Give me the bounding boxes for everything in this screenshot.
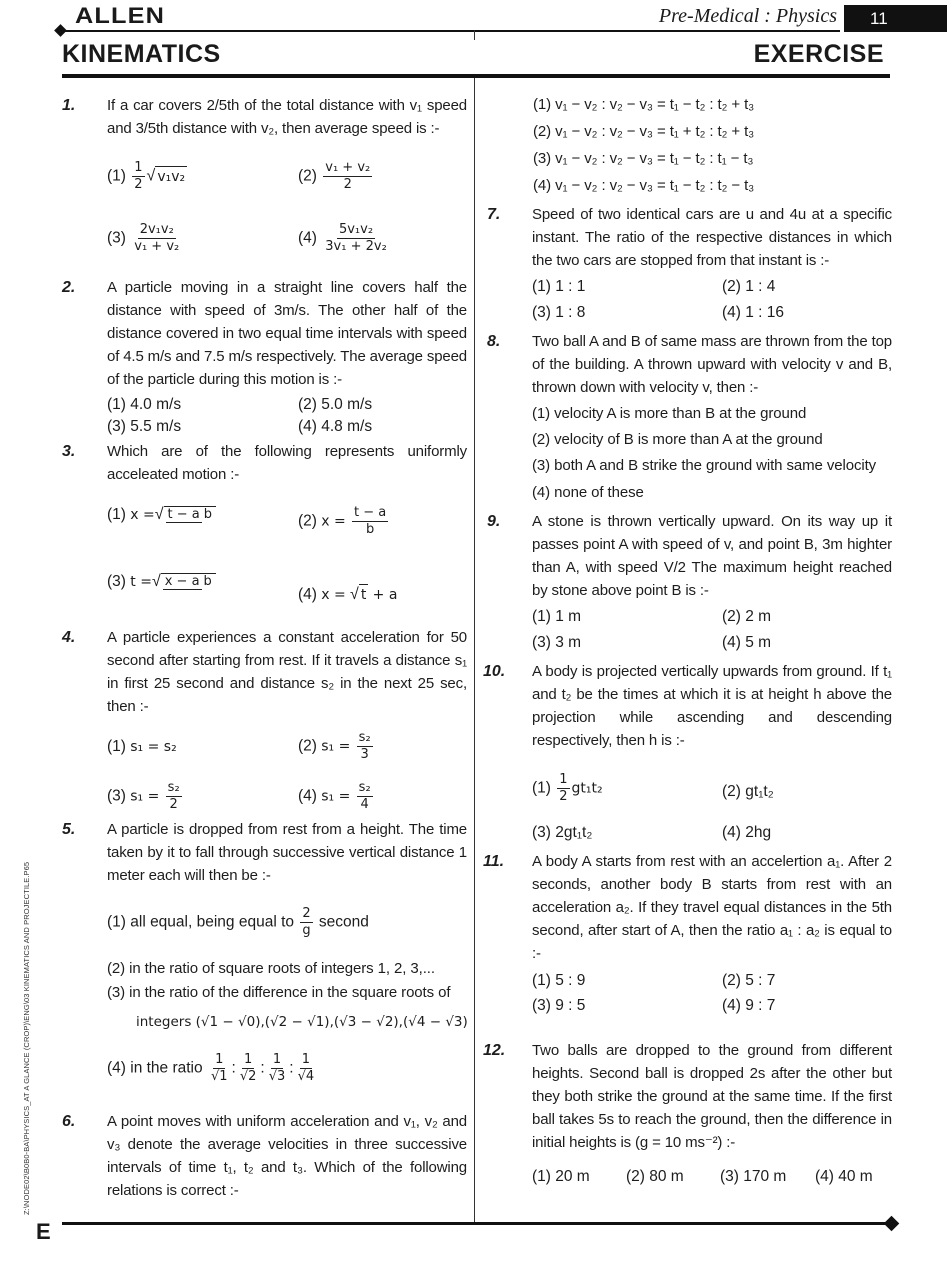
option-3[interactable]: (3) v₁ − v₂ : v₂ − v₃ = t₁ − t₂ : t₁ − t₃: [533, 150, 754, 167]
option-3[interactable]: (3) 3 m: [532, 634, 582, 651]
question-text: A particle is dropped from rest from a height. The time taken by it to fall through successive vertical distance 1 meter each will then be :-: [107, 821, 467, 884]
option-1[interactable]: (1) 5 : 9: [532, 972, 586, 989]
option-2[interactable]: (2) 1 : 4: [722, 278, 776, 295]
option-4[interactable]: (4) x = √ t + a: [298, 586, 398, 603]
question-number: 3.: [62, 443, 76, 460]
question-text: A stone is thrown vertically upward. On its way up it passes point A with speed of v, and point B, 3m highter than A, with speed V/2 The maximum height reached by stone above point B is :-: [532, 513, 892, 599]
option-2[interactable]: (2) v₁ − v₂ : v₂ − v₃ = t₁ + t₂ : t₂ + t₃: [533, 123, 755, 140]
option-3[interactable]: (3) 5.5 m/s: [107, 418, 182, 435]
question-number: 4.: [62, 629, 76, 646]
option-3[interactable]: (3) s₁ = $\frac{\text{s₂}}{2}$: [107, 780, 180, 812]
question-number: 5.: [62, 821, 76, 838]
option-1[interactable]: (1) x =√ t − a b: [107, 505, 218, 525]
file-path: Z:\NODE02\B0B0-BA\PHYSICS_AT A GLANCE (CROP)\ENG\03 KINEMATICS AND PROJECTILE.P65: [22, 861, 31, 1215]
option-4[interactable]: (4) 5 m: [722, 634, 772, 651]
option-1[interactable]: (1) 20 m: [532, 1168, 590, 1185]
option-1[interactable]: (1) all equal, being equal to $\frac{2}{g}$ second: [107, 906, 369, 938]
option-4[interactable]: (4) s₁ = $\frac{\text{s₂}}{4}$: [298, 780, 371, 812]
question-text: If a car covers 2/5th of the total distance with v₁ speed and 3/5th distance with v₂, then average speed is :-: [107, 97, 467, 137]
option-4[interactable]: (4) 40 m: [815, 1168, 873, 1185]
option-3[interactable]: (3) 2gt₁t₂: [532, 824, 593, 841]
option-1[interactable]: (1) velocity A is more than B at the ground: [532, 405, 807, 422]
question-text: Speed of two identical cars are u and 4u at a specific instant. The ratio of the respective distances in which the two cars are stopped from that instant is :-: [532, 206, 892, 269]
option-2[interactable]: (2) in the ratio of square roots of integers 1, 2, 3,...: [107, 960, 435, 977]
option-4[interactable]: (4) 9 : 7: [722, 997, 776, 1014]
option-1[interactable]: (1) $\frac{1}{2}$ √ v₁v₂: [107, 160, 186, 192]
option-2[interactable]: (2) $\frac{\text{v₁ + v₂}}{2}$: [298, 160, 371, 192]
question-text: A body A starts from rest with an accelertion a₁. After 2 seconds, another body B starts from rest with an acceleration a₂. If they travel equal distances in the 5th second, after start of A, then the ratio a₁ : a₂ is equal to :-: [532, 853, 892, 962]
option-3[interactable]: (3) 9 : 5: [532, 997, 586, 1014]
question-number: 9.: [487, 513, 501, 530]
option-1[interactable]: (1) v₁ − v₂ : v₂ − v₃ = t₁ − t₂ : t₂ + t₃: [533, 96, 755, 113]
option-4[interactable]: (4) in the ratio $\frac{1}{√1}$ : $\frac{1}{√2}$ : $\frac{1}{√3}$ : $\frac{1}{√4}$: [107, 1052, 315, 1084]
footer-diamond-right: [884, 1216, 900, 1232]
question-text: A particle experiences a constant acceleration for 50 second after starting from rest. If it travels a distance s₁ in first 25 second and distance s₂ in the next 25 sec, then :-: [107, 629, 467, 715]
question-text: Two ball A and B of same mass are thrown from the top of the building. A thrown upward with velocity v and B, thrown down with velocity v, then :-: [532, 333, 892, 396]
question-text: A point moves with uniform acceleration and v₁, v₂ and v₃ denote the average velocities in three successive intervals of time t₁, t₂ and t₃. Which of the following relations is correct :-: [107, 1113, 467, 1199]
question-text: A particle moving in a straight line covers half the distance with speed of 3m/s. The other half of the distance covered in two equal time intervals with speed of 4.5 m/s and 7.5 m/s respectively. The average speed of the particle during this motion is :-: [107, 279, 467, 388]
question-number: 12.: [483, 1042, 506, 1059]
option-3[interactable]: (3) both A and B strike the ground with same velocity: [532, 457, 877, 474]
option-4[interactable]: (4) none of these: [532, 484, 644, 501]
option-4[interactable]: (4) 4.8 m/s: [298, 418, 373, 435]
side-letter: E: [36, 1219, 51, 1244]
question-number: 8.: [487, 333, 501, 350]
option-2[interactable]: (2) velocity of B is more than A at the ground: [532, 431, 823, 448]
column-divider: [474, 78, 475, 1225]
title-rule: [62, 74, 890, 78]
footer-rule: [62, 1222, 894, 1225]
option-4[interactable]: (4) v₁ − v₂ : v₂ − v₃ = t₁ − t₂ : t₂ − t₃: [533, 177, 755, 194]
chapter-title: KINEMATICS: [62, 40, 221, 68]
option-3[interactable]: (3) 1 : 8: [532, 304, 586, 321]
subject-label: Pre-Medical : Physics: [658, 5, 837, 27]
option-1[interactable]: (1) 1 m: [532, 608, 582, 625]
option-1[interactable]: (1) 1 : 1: [532, 278, 586, 295]
question-text: Two balls are dropped to the ground from different heights. Second ball is dropped 2s after the other but they both strike the ground at the same time. If the first ball takes 5s to reach the ground, then the difference in initial heights is (g = 10 ms⁻²) :-: [532, 1042, 892, 1151]
option-1[interactable]: (1) $\frac{1}{2}$ gt₁t₂: [532, 772, 603, 804]
option-2[interactable]: (2) 80 m: [626, 1168, 684, 1185]
question-text: Which are of the following represents uniformly acceleated motion :-: [107, 443, 467, 483]
option-3[interactable]: (3) 170 m: [720, 1168, 787, 1185]
column-tick: [474, 30, 475, 40]
header-rule: [60, 30, 840, 32]
option-4[interactable]: (4) 2hg: [722, 824, 772, 841]
option-2[interactable]: (2) 5 : 7: [722, 972, 776, 989]
option-1[interactable]: (1) 4.0 m/s: [107, 396, 182, 413]
page-number: 11: [844, 5, 947, 32]
question-text: A body is projected vertically upwards from ground. If t₁ and t₂ be the times at which it is at height h above the projection while ascending and descending respectively, then h is :-: [532, 663, 892, 749]
question-number: 6.: [62, 1113, 76, 1130]
option-2[interactable]: (2) 2 m: [722, 608, 772, 625]
question-number: 11.: [483, 853, 505, 870]
option-3[interactable]: (3) in the ratio of the difference in the square roots of: [107, 984, 451, 1001]
section-title: EXERCISE: [753, 40, 884, 68]
option-2[interactable]: (2) x = $\frac{t - a}{b}$: [298, 505, 387, 537]
option-4[interactable]: (4) $\frac{\text{5v₁v₂}}{\text{3v₁ + 2v₂}}$: [298, 222, 387, 254]
option-3[interactable]: (3) t =√ x − a b: [107, 572, 218, 592]
question-number: 2.: [62, 279, 76, 296]
option-2[interactable]: (2) s₁ = $\frac{\text{s₂}}{3}$: [298, 730, 371, 762]
question-number: 7.: [487, 206, 501, 223]
question-number: 10.: [483, 663, 506, 680]
option-2[interactable]: (2) gt₁t₂: [722, 783, 774, 800]
option-3-cont: integers (√1 − √0),(√2 − √1),(√3 − √2),(√4 − √3): [136, 1014, 468, 1030]
option-1[interactable]: (1) s₁ = s₂: [107, 738, 177, 755]
option-4[interactable]: (4) 1 : 16: [722, 304, 785, 321]
allen-logo: ALLEN: [75, 3, 166, 28]
question-number: 1.: [62, 97, 76, 114]
option-2[interactable]: (2) 5.0 m/s: [298, 396, 373, 413]
option-3[interactable]: (3) $\frac{\text{2v₁v₂}}{\text{v₁ + v₂}}$: [107, 222, 180, 254]
